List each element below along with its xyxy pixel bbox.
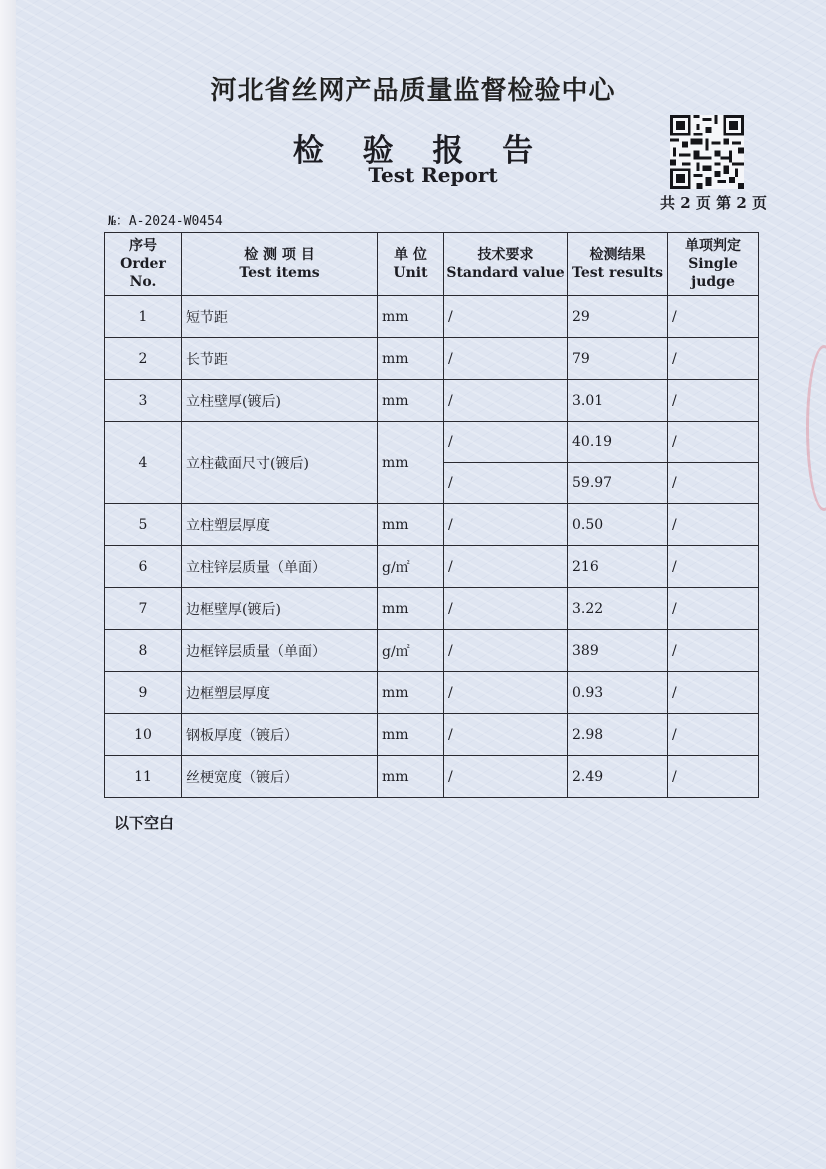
standard-value: /	[444, 588, 568, 630]
standard-value: /	[444, 338, 568, 380]
table-row	[105, 756, 759, 798]
single-judge: /	[668, 296, 759, 338]
test-result: 79	[568, 338, 668, 380]
test-result: 3.01	[568, 380, 668, 422]
test-result: 40.19	[568, 422, 668, 463]
unit: mm	[378, 672, 444, 714]
test-item: 丝梗宽度（镀后）	[182, 756, 378, 798]
test-item: 立柱锌层质量（单面）	[182, 546, 378, 588]
table-row	[105, 714, 759, 756]
header-test-items: 检 测 项 目 Test items	[182, 233, 378, 296]
test-item: 立柱截面尺寸(镀后)	[182, 422, 378, 504]
test-result: 0.50	[568, 504, 668, 546]
qr-code-icon	[670, 115, 744, 189]
test-result: 2.49	[568, 756, 668, 798]
single-judge: /	[668, 504, 759, 546]
single-judge: /	[668, 630, 759, 672]
single-judge: /	[668, 422, 759, 463]
header-order-no: 序号 Order No.	[105, 233, 182, 296]
table-row	[105, 630, 759, 672]
test-result: 2.98	[568, 714, 668, 756]
order-no: 4	[105, 422, 182, 504]
test-result: 29	[568, 296, 668, 338]
test-item: 短节距	[182, 296, 378, 338]
standard-value: /	[444, 296, 568, 338]
order-no: 10	[105, 714, 182, 756]
test-result: 216	[568, 546, 668, 588]
table-row	[105, 296, 759, 338]
standard-value: /	[444, 422, 568, 463]
order-no: 1	[105, 296, 182, 338]
report-number: №：A-2024-W0454	[108, 214, 223, 229]
test-item: 钢板厚度（镀后）	[182, 714, 378, 756]
table-row	[105, 588, 759, 630]
unit: mm	[378, 296, 444, 338]
unit: mm	[378, 588, 444, 630]
unit: g/㎡	[378, 546, 444, 588]
test-item: 长节距	[182, 338, 378, 380]
single-judge: /	[668, 714, 759, 756]
header-test-results: 检测结果 Test results	[568, 233, 668, 296]
single-judge: /	[668, 380, 759, 422]
single-judge: /	[668, 756, 759, 798]
test-item: 边框锌层质量（单面）	[182, 630, 378, 672]
test-item: 立柱塑层厚度	[182, 504, 378, 546]
single-judge: /	[668, 546, 759, 588]
table-row	[105, 672, 759, 714]
standard-value: /	[444, 504, 568, 546]
unit: mm	[378, 504, 444, 546]
standard-value: /	[444, 672, 568, 714]
single-judge: /	[668, 588, 759, 630]
unit: mm	[378, 422, 444, 504]
organization-name: 河北省丝网产品质量监督检验中心	[210, 76, 616, 106]
header-single-judge: 单项判定 Single judge	[668, 233, 759, 296]
unit: mm	[378, 714, 444, 756]
table-row	[105, 546, 759, 588]
order-no: 11	[105, 756, 182, 798]
test-result: 3.22	[568, 588, 668, 630]
table-row	[105, 504, 759, 546]
order-no: 7	[105, 588, 182, 630]
single-judge: /	[668, 338, 759, 380]
test-item: 立柱壁厚(镀后)	[182, 380, 378, 422]
standard-value: /	[444, 756, 568, 798]
test-item: 边框壁厚(镀后)	[182, 588, 378, 630]
order-no: 3	[105, 380, 182, 422]
unit: mm	[378, 338, 444, 380]
standard-value: /	[444, 546, 568, 588]
test-results-table	[104, 232, 759, 798]
unit: mm	[378, 380, 444, 422]
report-title-en: Test Report	[368, 163, 498, 187]
report-title-cn: 检 验 报 告	[292, 133, 548, 169]
test-result: 59.97	[568, 463, 668, 504]
unit: mm	[378, 756, 444, 798]
order-no: 6	[105, 546, 182, 588]
header-standard-value: 技术要求 Standard value	[444, 233, 568, 296]
test-result: 0.93	[568, 672, 668, 714]
test-item: 边框塑层厚度	[182, 672, 378, 714]
standard-value: /	[444, 463, 568, 504]
order-no: 9	[105, 672, 182, 714]
table-header-row	[105, 233, 759, 296]
single-judge: /	[668, 463, 759, 504]
order-no: 8	[105, 630, 182, 672]
standard-value: /	[444, 714, 568, 756]
below-blank-note: 以下空白	[114, 814, 175, 832]
standard-value: /	[444, 630, 568, 672]
test-result: 389	[568, 630, 668, 672]
header-unit: 单 位 Unit	[378, 233, 444, 296]
single-judge: /	[668, 672, 759, 714]
table-row	[105, 338, 759, 380]
order-no: 5	[105, 504, 182, 546]
order-no: 2	[105, 338, 182, 380]
table-row	[105, 422, 759, 463]
unit: g/㎡	[378, 630, 444, 672]
table-row	[105, 380, 759, 422]
page-indicator: 共 2 页 第 2 页	[660, 194, 767, 212]
standard-value: /	[444, 380, 568, 422]
